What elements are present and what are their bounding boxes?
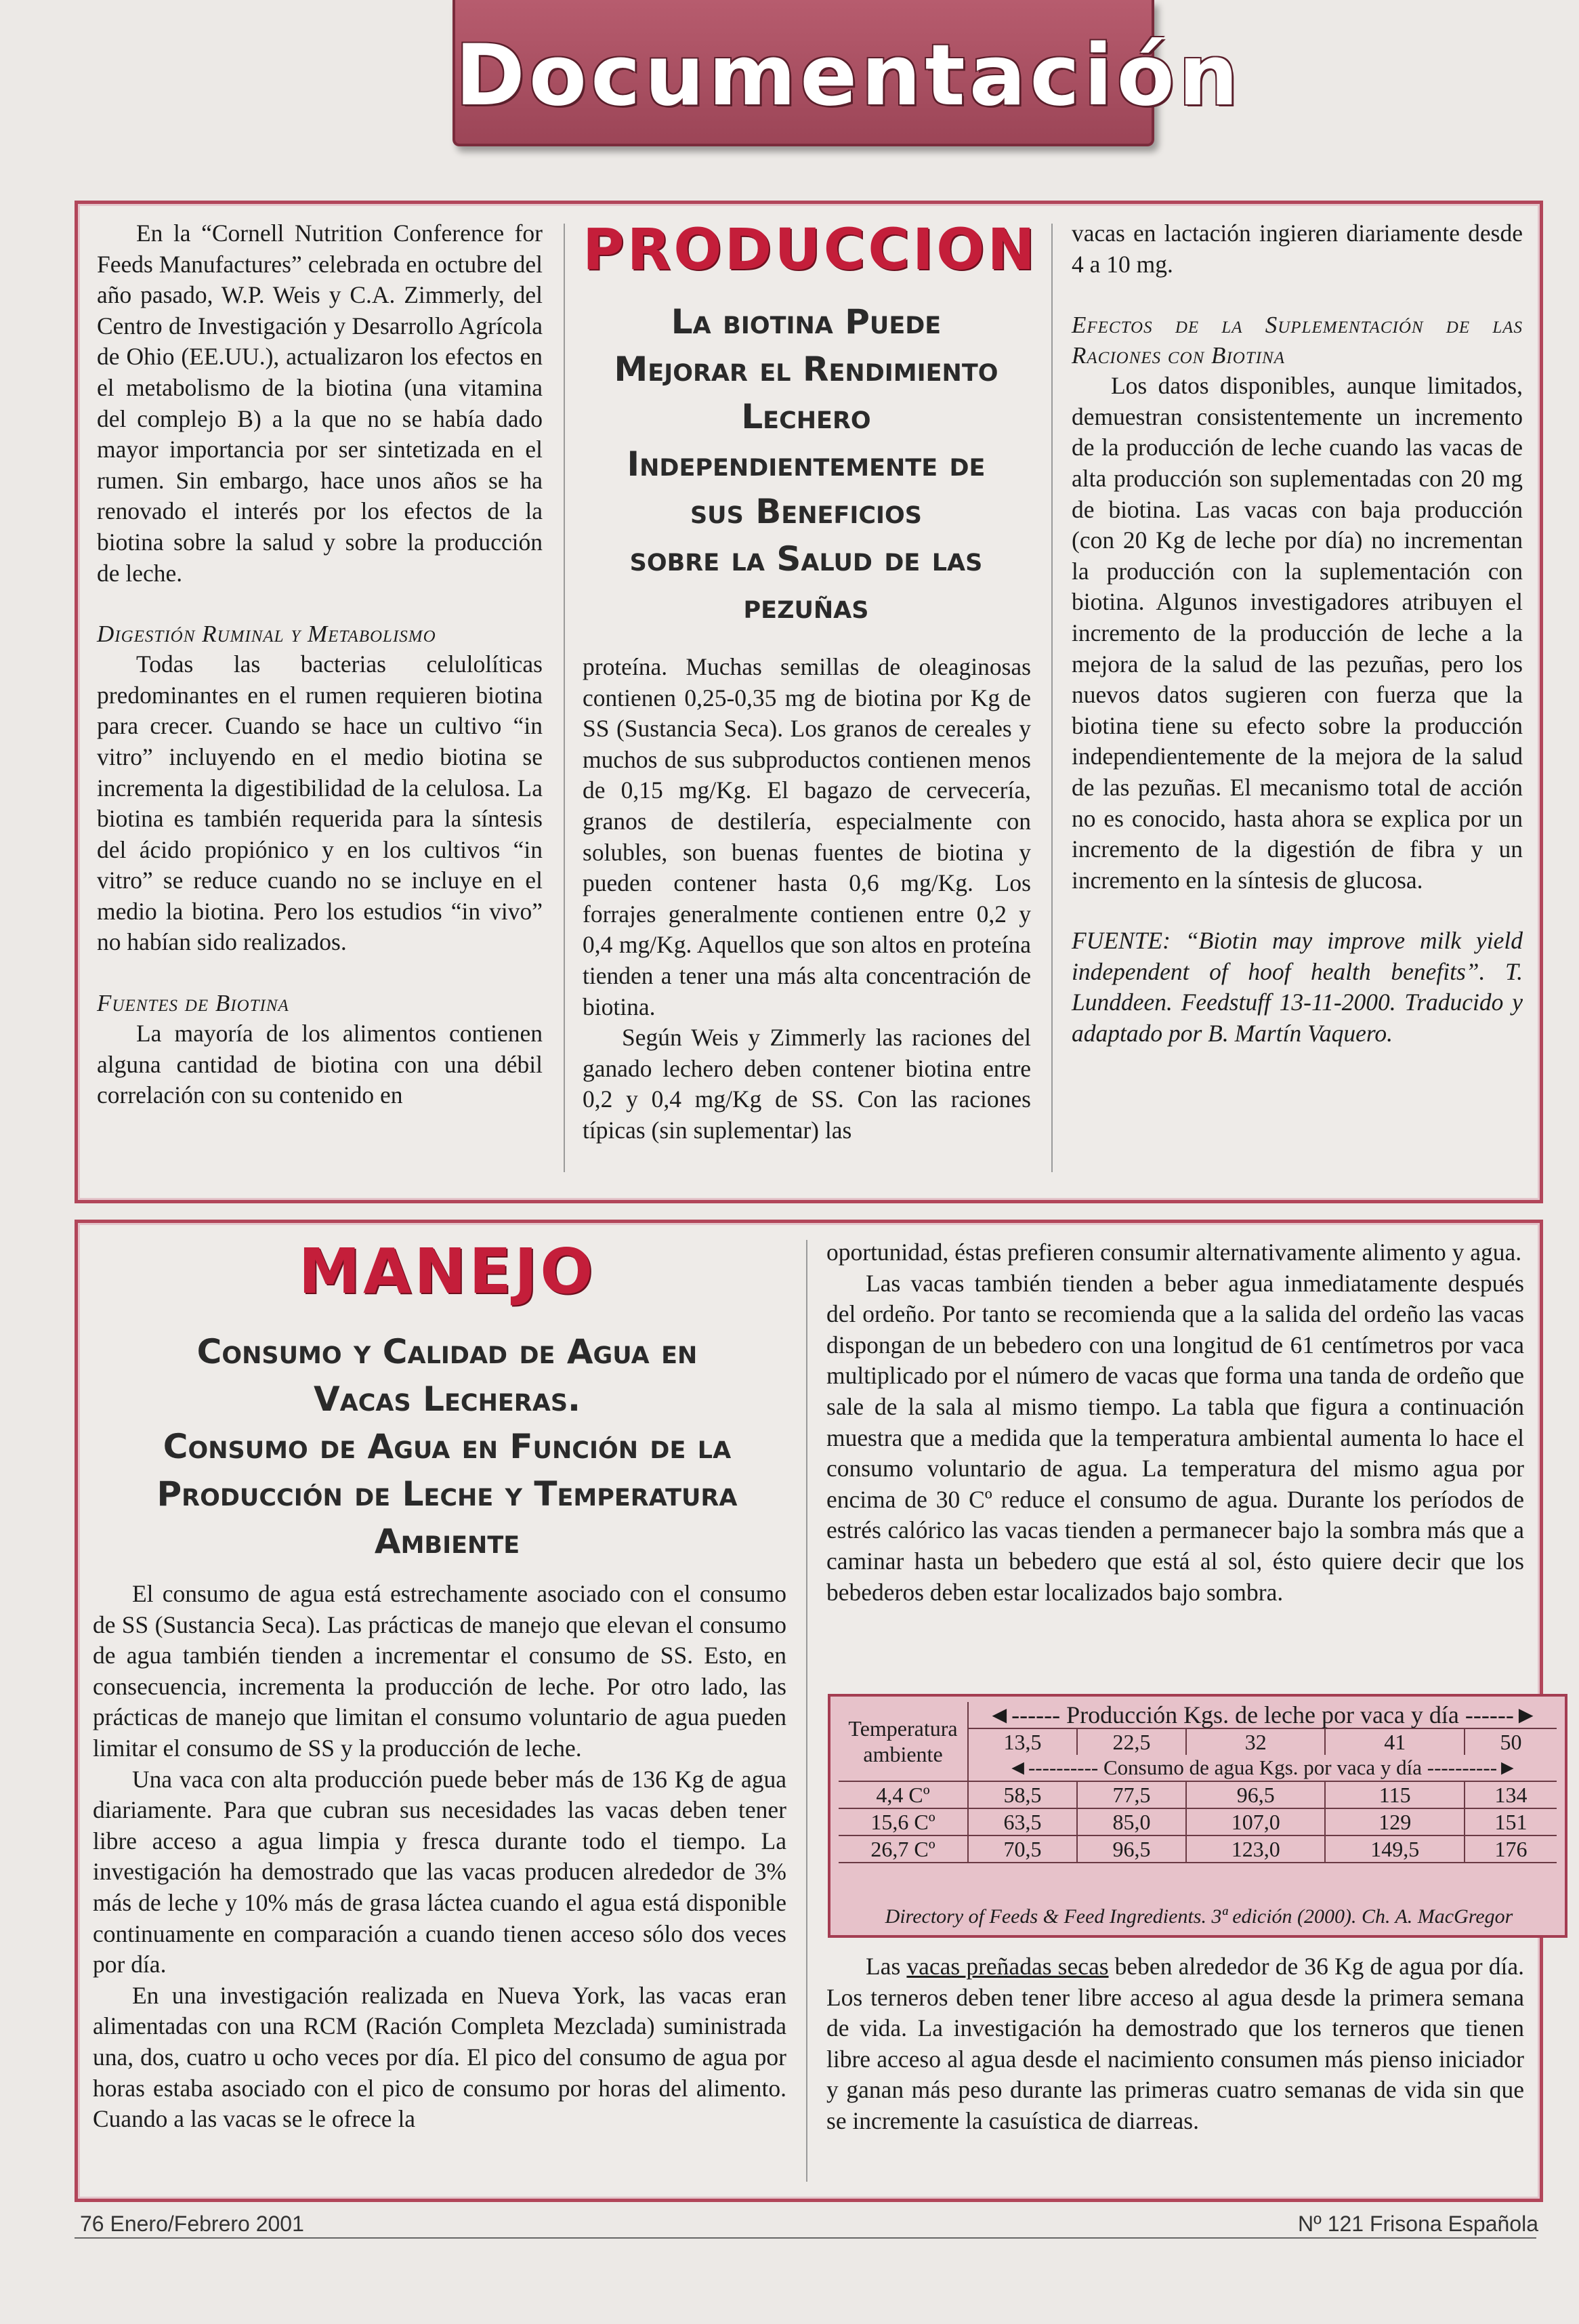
row-header: Temperatura ambiente — [839, 1702, 968, 1781]
produccion-headline — [583, 298, 1030, 630]
subheading: Digestión Ruminal y Metabolismo — [97, 621, 436, 648]
caption-text: Consumo de agua Kgs. por vaca y día — [1103, 1756, 1423, 1779]
temperature-cell: 15,6 Cº — [839, 1808, 968, 1835]
headline-line: sus Beneficios — [690, 492, 923, 531]
paragraph: En una investigación realizada en Nueva York, las vacas eran alimentadas con una RCM (Ración Completa Mezclada) suministrada una, dos, cuatro u ocho veces por día. El pico del consumo de agua por horas estaba asociado con el pico de consumo por horas del alimento. Cuando a las vacas se le ofrece la — [93, 1981, 786, 2133]
table-cell: 123,0 — [1186, 1835, 1325, 1863]
consumption-caption: ◄---------- Consumo de agua Kgs. por vaca y día ----------► — [1007, 1756, 1518, 1779]
paragraph: En la “Cornell Nutrition Conference for Feeds Manufactures” celebrada en octubre del año pasado, W.P. Weis y C.A. Zimmerly, del Centro de Investigación y Desarrollo Agrícola de Ohio (EE.UU.), actualizaron los efectos en el metabolismo de la biotina (una vitamina del complejo B) a la que no se había dado mayor importancia por ser sintetizada en el rumen. Sin embargo, hace unos años se ha renovado el interés por los efectos de la biotina sobre la salud y sobre la producción de leche. — [97, 220, 543, 587]
subheading: Fuentes de Biotina — [97, 990, 289, 1017]
column-divider — [806, 1240, 807, 2182]
headline-line: Ambiente — [374, 1522, 520, 1561]
column-divider — [1051, 224, 1053, 1172]
paragraph: Los datos disponibles, aunque limitados, demuestran consistentemente un incremento de la producción de leche cuando las vacas de alta producción son suplementadas con 20 mg de biotina. Las vacas con baja producción (con 20 Kg de leche por día) no incrementan la producción con la suplementación con biotina. Algunos investigadores atribuyen el incremento de la producción de leche a la mejora de la salud de las pezuñas, pero los nuevos datos sugieren con fuerza que la biotina tiene su efecto sobre la producción independientemente de la mejora de la salud de las pezuñas. El mecanismo total de acción no es conocido, hasta ahora se explica por un incremento de la digestión de fibra y un incremento en la síntesis de glucosa. — [1072, 372, 1523, 894]
headline-line: Producción de Leche y Temperatura — [156, 1474, 738, 1514]
table-source: Directory of Feeds & Feed Ingredients. 3ª edición (2000). Ch. A. MacGregor — [885, 1905, 1513, 1928]
produccion-label: PRODUCCION — [583, 216, 1038, 283]
headline-line: sobre la Salud de las — [629, 539, 983, 579]
header-banner — [452, 0, 1242, 146]
water-consumption-table — [828, 1694, 1567, 1938]
headline-line: Consumo y Calidad de Agua en — [196, 1332, 698, 1371]
headline-line: Lechero — [741, 397, 871, 436]
paragraph: Todas las bacterias celulolíticas predominantes en el rumen requieren biotina para crecer. Cuando se hace un cultivo “in vitro” incluyendo en el medio biotina se incrementa la digestibilidad de la celulosa. La biotina es también requerida para la síntesis del ácido propiónico y en los cultivos “in vitro” se reduce cuando no se incluye en el medio la biotina. Pero los estudios “in vivo” no habían sido realizados. — [97, 650, 543, 956]
headline-line: Vacas Lecheras. — [313, 1379, 581, 1419]
production-value: 13,5 — [968, 1728, 1077, 1755]
table-cell: 96,5 — [1186, 1781, 1325, 1808]
source-citation: FUENTE: “Biotin may improve milk yield independent of hoof health benefits”. T. Lunddeen. Feedstuff 13-11-2000. Traducido y adaptado por B. Martín Vaquero. — [1072, 927, 1523, 1047]
paragraph: La mayoría de los alimentos contienen alguna cantidad de biotina con una débil correlación con su contenido en — [97, 1020, 543, 1109]
headline-line: Consumo de Agua en Función de la — [163, 1427, 732, 1466]
paragraph: El consumo de agua está estrechamente asociado con el consumo de SS (Sustancia Seca). Las prácticas de manejo que elevan el consumo de agua también tienden a incrementar el consumo de SS. Esto, en consecuencia, incrementa la producción de leche. Por otro lado, las prácticas de manejo que limitan el consumo voluntario de agua pueden limitar el consumo de SS y la producción de leche. — [93, 1580, 786, 1762]
text-run: Las — [866, 1953, 907, 1980]
paragraph: Las vacas también tienden a beber agua inmediatamente después del ordeño. Por tanto se recomienda que a la salida del ordeño las vacas dispongan de un bebedero con una longitud de 61 centímetros por vaca multiplicado por el número de vacas que forma una tanda de ordeño que sale de la sala al mismo tiempo. La tabla que figura a continuación muestra que a medida que la temperatura ambiental aumenta lo hace el consumo voluntario de agua. La temperatura del mismo agua por encima de 30 Cº reduce el consumo de agua. Durante los períodos de estrés calórico las vacas tienden a permanecer bajo la sombra más que a caminar hasta un bebedero que está al sol, ésto quiere decir que los bebederos deben estar localizados bajo sombra. — [826, 1269, 1524, 1606]
footer-left: 76 Enero/Febrero 2001 — [80, 2212, 304, 2236]
footer-rule — [75, 2237, 1536, 2239]
table-cell: 149,5 — [1325, 1835, 1464, 1863]
temperature-cell: 4,4 Cº — [839, 1781, 968, 1808]
paragraph: Una vaca con alta producción puede beber más de 136 Kg de agua diariamente. Para que cubran sus necesidades las vacas deben tener libre acceso a agua limpia y fresca durante todo el tiempo. La investigación ha demostrado que las vacas producen alrededor de 3% más de leche y 10% más de grasa láctea cuando el agua está disponible continuamente en comparación a cuando tienen acceso sólo dos veces por día. — [93, 1765, 786, 1978]
footer-right: Nº 121 Frisona Española — [1298, 2212, 1538, 2236]
table-cell: 63,5 — [968, 1808, 1077, 1835]
temperature-cell: 26,7 Cº — [839, 1835, 968, 1863]
paragraph — [826, 1951, 1524, 2137]
table-cell: 96,5 — [1077, 1835, 1186, 1863]
headline-line: Independientemente de — [627, 444, 986, 484]
production-value: 50 — [1500, 1730, 1522, 1754]
headline-line: Mejorar el Rendimiento — [614, 350, 998, 389]
produccion-column-1 — [97, 218, 543, 1111]
subheading: Efectos de la Suplementación de las Raciones con Biotina — [1072, 312, 1523, 369]
production-value: 22,5 — [1077, 1728, 1186, 1755]
table-cell: 85,0 — [1077, 1808, 1186, 1835]
produccion-column-3 — [1072, 218, 1523, 1050]
table-cell: 107,0 — [1186, 1808, 1325, 1835]
table-cell: 151 — [1494, 1810, 1528, 1834]
manejo-column-1 — [93, 1579, 786, 2135]
column-divider — [564, 224, 565, 1172]
paragraph: vacas en lactación ingieren diariamente desde 4 a 10 mg. — [1072, 220, 1523, 278]
produccion-column-2 — [583, 652, 1031, 1146]
headline-line: pezuñas — [743, 587, 869, 626]
caption-text: Producción Kgs. de leche por vaca y día — [1066, 1701, 1459, 1728]
production-caption: ◄------ Producción Kgs. de leche por vaca y día ------► — [987, 1701, 1538, 1728]
manejo-column-2-continued — [826, 1951, 1524, 2137]
paragraph: proteína. Muchas semillas de oleaginosas contienen 0,25-0,35 mg de biotina por Kg de SS (Sustancia Seca). Los granos de cereales y muchos de sus subproductos contienen menos de 0,15 mg/Kg. El bagazo de cervecería, granos de destilería, especialmente con solubles, son buenas fuentes de biotina y pueden contener hasta 0,6 mg/Kg. Los forrajes generalmente contienen entre 0,2 y 0,4 mg/Kg. Aquellos que son altos en proteína tienden a tener una más alta concentración de biotina. — [583, 653, 1031, 1020]
table-cell: 115 — [1325, 1781, 1464, 1808]
table-cell: 77,5 — [1077, 1781, 1186, 1808]
table-cell: 176 — [1494, 1837, 1528, 1861]
table-cell: 70,5 — [968, 1835, 1077, 1863]
section-title: Documentación — [455, 27, 1242, 125]
production-value: 41 — [1325, 1728, 1464, 1755]
table-cell: 134 — [1494, 1783, 1528, 1807]
manejo-headline — [95, 1328, 799, 1565]
table-cell: 58,5 — [968, 1781, 1077, 1808]
manejo-column-2 — [826, 1237, 1524, 1608]
headline-line: La biotina Puede — [671, 302, 942, 341]
text-run: beben alrededor de 36 Kg de agua por día. Los terneros deben tener libre acceso al agua desde la primera semana de vida. La investigación ha demostrado que los terneros que tienen libre acceso al agua desde el nacimiento consumen más pienso iniciador y ganan más peso durante las primeras cuatro semanas de vida sin que se incremente la casuística de diarreas. — [826, 1953, 1524, 2134]
production-value: 32 — [1186, 1728, 1325, 1755]
underlined-term: vacas preñadas secas — [906, 1953, 1109, 1980]
manejo-label: MANEJO — [298, 1235, 596, 1308]
table-cell: 129 — [1325, 1808, 1464, 1835]
paragraph: Según Weis y Zimmerly las raciones del ganado lechero deben contener biotina entre 0,2 y 0,4 mg/Kg de SS. Con las raciones típicas (sin suplementar) las — [583, 1024, 1031, 1144]
paragraph: oportunidad, éstas prefieren consumir alternativamente alimento y agua. — [826, 1239, 1522, 1266]
